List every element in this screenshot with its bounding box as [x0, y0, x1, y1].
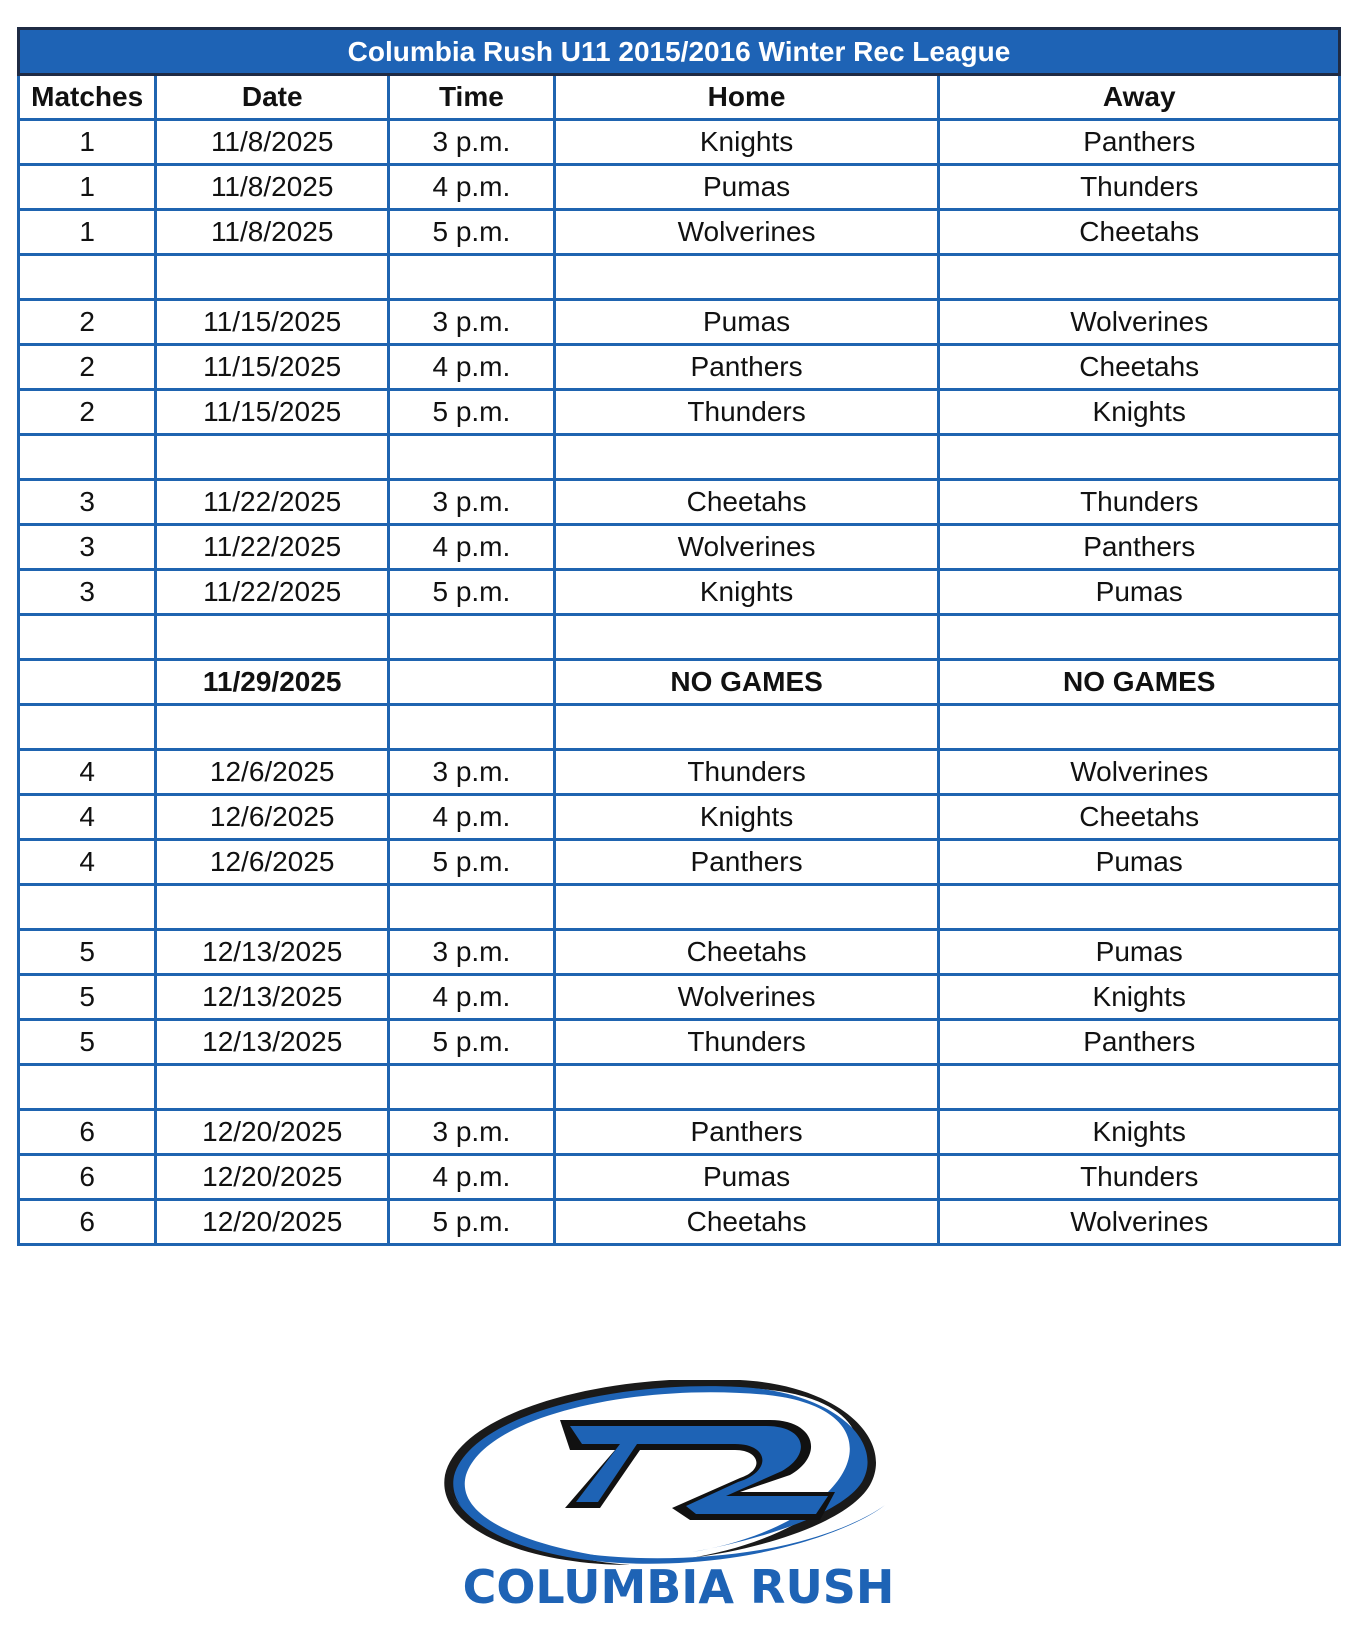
cell-date: 11/15/2025 [156, 345, 389, 390]
cell-home: Knights [554, 120, 939, 165]
cell-date [156, 1065, 389, 1110]
cell-home [554, 615, 939, 660]
cell-time [389, 435, 555, 480]
header-home: Home [554, 75, 939, 120]
cell-home [554, 255, 939, 300]
cell-match [19, 255, 156, 300]
cell-away: Wolverines [939, 300, 1340, 345]
column-header-row [19, 75, 1340, 120]
cell-date: 12/20/2025 [156, 1110, 389, 1155]
cell-away: Thunders [939, 165, 1340, 210]
schedule-title: Columbia Rush U11 2015/2016 Winter Rec League [19, 29, 1340, 75]
cell-time: 5 p.m. [389, 1020, 555, 1065]
cell-away: Panthers [939, 525, 1340, 570]
cell-date: 12/6/2025 [156, 750, 389, 795]
cell-home: Thunders [554, 750, 939, 795]
cell-date: 12/20/2025 [156, 1200, 389, 1245]
cell-away: Cheetahs [939, 345, 1340, 390]
table-row [19, 1065, 1340, 1110]
cell-away: NO GAMES [939, 660, 1340, 705]
cell-time: 5 p.m. [389, 390, 555, 435]
cell-date: 11/29/2025 [156, 660, 389, 705]
cell-match: 4 [19, 840, 156, 885]
cell-home: Panthers [554, 345, 939, 390]
cell-match: 4 [19, 750, 156, 795]
cell-date: 11/15/2025 [156, 300, 389, 345]
cell-time: 4 p.m. [389, 795, 555, 840]
table-row [19, 570, 1340, 615]
table-row [19, 1200, 1340, 1245]
cell-match: 3 [19, 570, 156, 615]
cell-home: Panthers [554, 1110, 939, 1155]
table-row [19, 615, 1340, 660]
cell-match: 5 [19, 930, 156, 975]
cell-date: 12/13/2025 [156, 930, 389, 975]
cell-match: 3 [19, 480, 156, 525]
cell-date: 11/8/2025 [156, 165, 389, 210]
cell-time [389, 885, 555, 930]
cell-away: Cheetahs [939, 795, 1340, 840]
cell-away: Knights [939, 975, 1340, 1020]
cell-away: Thunders [939, 480, 1340, 525]
table-row [19, 660, 1340, 705]
cell-time: 4 p.m. [389, 525, 555, 570]
cell-match: 2 [19, 300, 156, 345]
table-row [19, 120, 1340, 165]
table-row [19, 210, 1340, 255]
cell-time [389, 1065, 555, 1110]
table-row [19, 255, 1340, 300]
cell-match: 1 [19, 165, 156, 210]
cell-time: 5 p.m. [389, 210, 555, 255]
cell-time: 5 p.m. [389, 840, 555, 885]
cell-time: 3 p.m. [389, 120, 555, 165]
cell-away: Wolverines [939, 750, 1340, 795]
cell-match: 1 [19, 210, 156, 255]
cell-match [19, 435, 156, 480]
table-row [19, 1020, 1340, 1065]
cell-away: Pumas [939, 930, 1340, 975]
cell-date: 12/6/2025 [156, 795, 389, 840]
cell-away [939, 705, 1340, 750]
cell-home: Wolverines [554, 525, 939, 570]
cell-time [389, 255, 555, 300]
cell-date: 11/22/2025 [156, 525, 389, 570]
table-row [19, 705, 1340, 750]
header-time: Time [389, 75, 555, 120]
cell-match: 2 [19, 390, 156, 435]
cell-home: Thunders [554, 390, 939, 435]
cell-away: Pumas [939, 570, 1340, 615]
cell-date [156, 615, 389, 660]
cell-date: 11/8/2025 [156, 210, 389, 255]
cell-away: Thunders [939, 1155, 1340, 1200]
cell-date: 11/15/2025 [156, 390, 389, 435]
cell-home: Pumas [554, 300, 939, 345]
table-row [19, 795, 1340, 840]
table-row [19, 525, 1340, 570]
cell-away: Panthers [939, 120, 1340, 165]
header-date: Date [156, 75, 389, 120]
cell-time: 3 p.m. [389, 750, 555, 795]
cell-away [939, 615, 1340, 660]
cell-home: Cheetahs [554, 1200, 939, 1245]
cell-time: 3 p.m. [389, 1110, 555, 1155]
cell-home: Knights [554, 795, 939, 840]
cell-home [554, 705, 939, 750]
cell-away [939, 255, 1340, 300]
table-row [19, 975, 1340, 1020]
table-row [19, 165, 1340, 210]
cell-time: 3 p.m. [389, 480, 555, 525]
cell-away: Pumas [939, 840, 1340, 885]
cell-away: Cheetahs [939, 210, 1340, 255]
cell-away: Wolverines [939, 1200, 1340, 1245]
cell-match: 5 [19, 975, 156, 1020]
cell-match [19, 615, 156, 660]
cell-date [156, 705, 389, 750]
cell-match: 5 [19, 1020, 156, 1065]
cell-home: Knights [554, 570, 939, 615]
header-matches: Matches [19, 75, 156, 120]
header-away: Away [939, 75, 1340, 120]
cell-away [939, 1065, 1340, 1110]
cell-date: 11/22/2025 [156, 480, 389, 525]
table-row [19, 1155, 1340, 1200]
table-row [19, 885, 1340, 930]
cell-home [554, 1065, 939, 1110]
cell-time [389, 660, 555, 705]
table-row [19, 840, 1340, 885]
cell-home: Thunders [554, 1020, 939, 1065]
cell-home: NO GAMES [554, 660, 939, 705]
cell-date [156, 885, 389, 930]
cell-match [19, 660, 156, 705]
cell-match [19, 705, 156, 750]
table-row [19, 345, 1340, 390]
table-row [19, 480, 1340, 525]
cell-match: 4 [19, 795, 156, 840]
table-row [19, 750, 1340, 795]
cell-date: 12/13/2025 [156, 975, 389, 1020]
cell-match: 6 [19, 1155, 156, 1200]
cell-time: 4 p.m. [389, 1155, 555, 1200]
cell-date: 12/13/2025 [156, 1020, 389, 1065]
cell-time: 4 p.m. [389, 165, 555, 210]
cell-match: 1 [19, 120, 156, 165]
cell-away [939, 435, 1340, 480]
cell-date [156, 255, 389, 300]
cell-date [156, 435, 389, 480]
cell-time: 4 p.m. [389, 345, 555, 390]
cell-home: Panthers [554, 840, 939, 885]
cell-match [19, 1065, 156, 1110]
schedule-table [17, 27, 1341, 1246]
cell-home: Wolverines [554, 975, 939, 1020]
cell-time [389, 615, 555, 660]
cell-time: 5 p.m. [389, 570, 555, 615]
cell-time: 5 p.m. [389, 1200, 555, 1245]
cell-home [554, 885, 939, 930]
cell-date: 12/6/2025 [156, 840, 389, 885]
table-row [19, 390, 1340, 435]
logo-text: COLUMBIA RUSH [462, 1560, 895, 1614]
cell-away [939, 885, 1340, 930]
table-row [19, 1110, 1340, 1155]
cell-match: 6 [19, 1110, 156, 1155]
cell-away: Knights [939, 1110, 1340, 1155]
cell-time: 3 p.m. [389, 300, 555, 345]
cell-time [389, 705, 555, 750]
cell-home: Pumas [554, 1155, 939, 1200]
cell-home: Cheetahs [554, 930, 939, 975]
cell-time: 3 p.m. [389, 930, 555, 975]
cell-home [554, 435, 939, 480]
table-row [19, 930, 1340, 975]
cell-match: 3 [19, 525, 156, 570]
cell-date: 11/22/2025 [156, 570, 389, 615]
cell-match: 2 [19, 345, 156, 390]
cell-home: Cheetahs [554, 480, 939, 525]
cell-away: Knights [939, 390, 1340, 435]
cell-home: Wolverines [554, 210, 939, 255]
cell-date: 11/8/2025 [156, 120, 389, 165]
cell-home: Pumas [554, 165, 939, 210]
schedule-body [19, 120, 1340, 1245]
cell-match: 6 [19, 1200, 156, 1245]
cell-match [19, 885, 156, 930]
cell-away: Panthers [939, 1020, 1340, 1065]
table-row [19, 300, 1340, 345]
cell-date: 12/20/2025 [156, 1155, 389, 1200]
table-row [19, 435, 1340, 480]
cell-time: 4 p.m. [389, 975, 555, 1020]
